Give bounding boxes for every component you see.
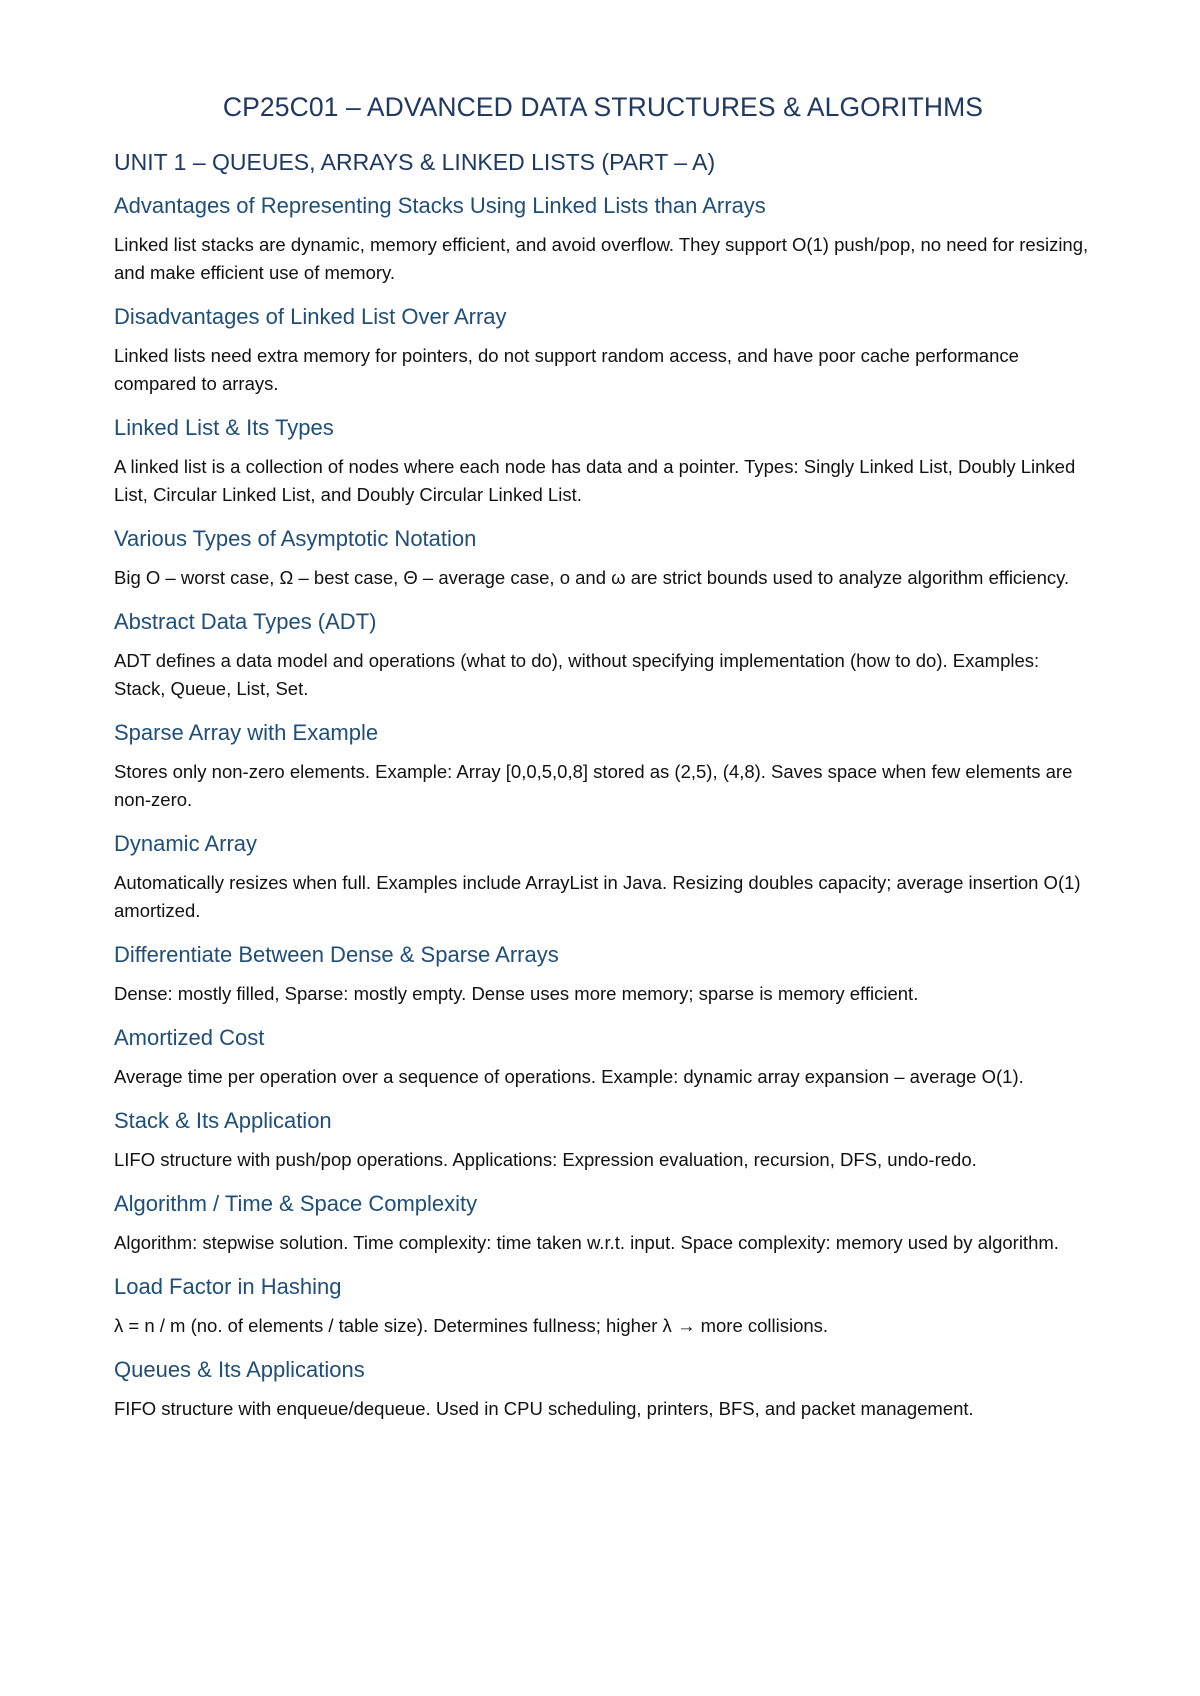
section-dynamic-array (114, 830, 1092, 925)
section-heading: Linked List & Its Types (114, 415, 334, 440)
section-body: FIFO structure with enqueue/dequeue. Used in CPU scheduling, printers, BFS, and packet management. (114, 1398, 974, 1419)
section-body: Linked list stacks are dynamic, memory efficient, and avoid overflow. They support O(1) push/pop, no need for resizing, and make efficient use of memory. (114, 234, 1089, 283)
section-heading: Advantages of Representing Stacks Using Linked Lists than Arrays (114, 193, 766, 218)
section-queue-applications (114, 1356, 1092, 1423)
section-body: ADT defines a data model and operations (what to do), without specifying implementation (how to do). Examples: Stack, Queue, List, Set. (114, 650, 1040, 699)
section-abstract-data-types (114, 608, 1092, 703)
section-heading: Abstract Data Types (ADT) (114, 609, 377, 634)
section-body: Big O – worst case, Ω – best case, Θ – average case, o and ω are strict bounds used to analyze algorithm efficiency. (114, 567, 1070, 588)
section-heading: Various Types of Asymptotic Notation (114, 526, 477, 551)
section-heading: Algorithm / Time & Space Complexity (114, 1191, 478, 1216)
section-sparse-array (114, 719, 1092, 814)
unit-title: UNIT 1 – QUEUES, ARRAYS & LINKED LISTS (PART – A) (114, 149, 716, 175)
section-amortized-cost (114, 1024, 1092, 1091)
section-heading: Disadvantages of Linked List Over Array (114, 304, 507, 329)
section-body: Stores only non-zero elements. Example: Array [0,0,5,0,8] stored as (2,5), (4,8). Saves space when few elements are non-zero. (114, 761, 1073, 810)
section-body: Dense: mostly filled, Sparse: mostly empty. Dense uses more memory; sparse is memory efficient. (114, 983, 919, 1004)
section-heading: Sparse Array with Example (114, 720, 379, 745)
section-body: Algorithm: stepwise solution. Time complexity: time taken w.r.t. input. Space complexity: memory used by algorithm. (114, 1232, 1059, 1253)
section-body: LIFO structure with push/pop operations. Applications: Expression evaluation, recursion, DFS, undo-redo. (114, 1149, 977, 1170)
section-stack-linked-list-advantages (114, 192, 1092, 287)
document-title: CP25C01 – ADVANCED DATA STRUCTURES & ALGORITHMS (222, 92, 984, 122)
section-body: λ = n / m (no. of elements / table size). Determines fullness; higher λ → more collisions. (114, 1315, 829, 1336)
section-linked-list-types (114, 414, 1092, 509)
section-load-factor (114, 1273, 1092, 1340)
section-asymptotic-notation (114, 525, 1092, 592)
section-heading: Stack & Its Application (114, 1108, 332, 1133)
section-body: Linked lists need extra memory for pointers, do not support random access, and have poor cache performance compared to arrays. (114, 345, 1019, 394)
section-linked-list-disadvantages (114, 303, 1092, 398)
section-body: Automatically resizes when full. Examples include ArrayList in Java. Resizing doubles capacity; average insertion O(1) amortized. (114, 872, 1081, 921)
section-heading: Load Factor in Hashing (114, 1274, 342, 1299)
section-body: Average time per operation over a sequence of operations. Example: dynamic array expansion – average O(1). (114, 1066, 1024, 1087)
section-stack-application (114, 1107, 1092, 1174)
section-heading: Queues & Its Applications (114, 1357, 365, 1382)
section-body: A linked list is a collection of nodes where each node has data and a pointer. Types: Singly Linked List, Doubly Linked List, Circular Linked List, and Doubly Circular Linked List. (114, 456, 1076, 505)
section-dense-vs-sparse (114, 941, 1092, 1008)
section-heading: Differentiate Between Dense & Sparse Arrays (114, 942, 559, 967)
section-algorithm-complexity (114, 1190, 1092, 1257)
section-heading: Amortized Cost (114, 1025, 265, 1050)
section-heading: Dynamic Array (114, 831, 258, 856)
